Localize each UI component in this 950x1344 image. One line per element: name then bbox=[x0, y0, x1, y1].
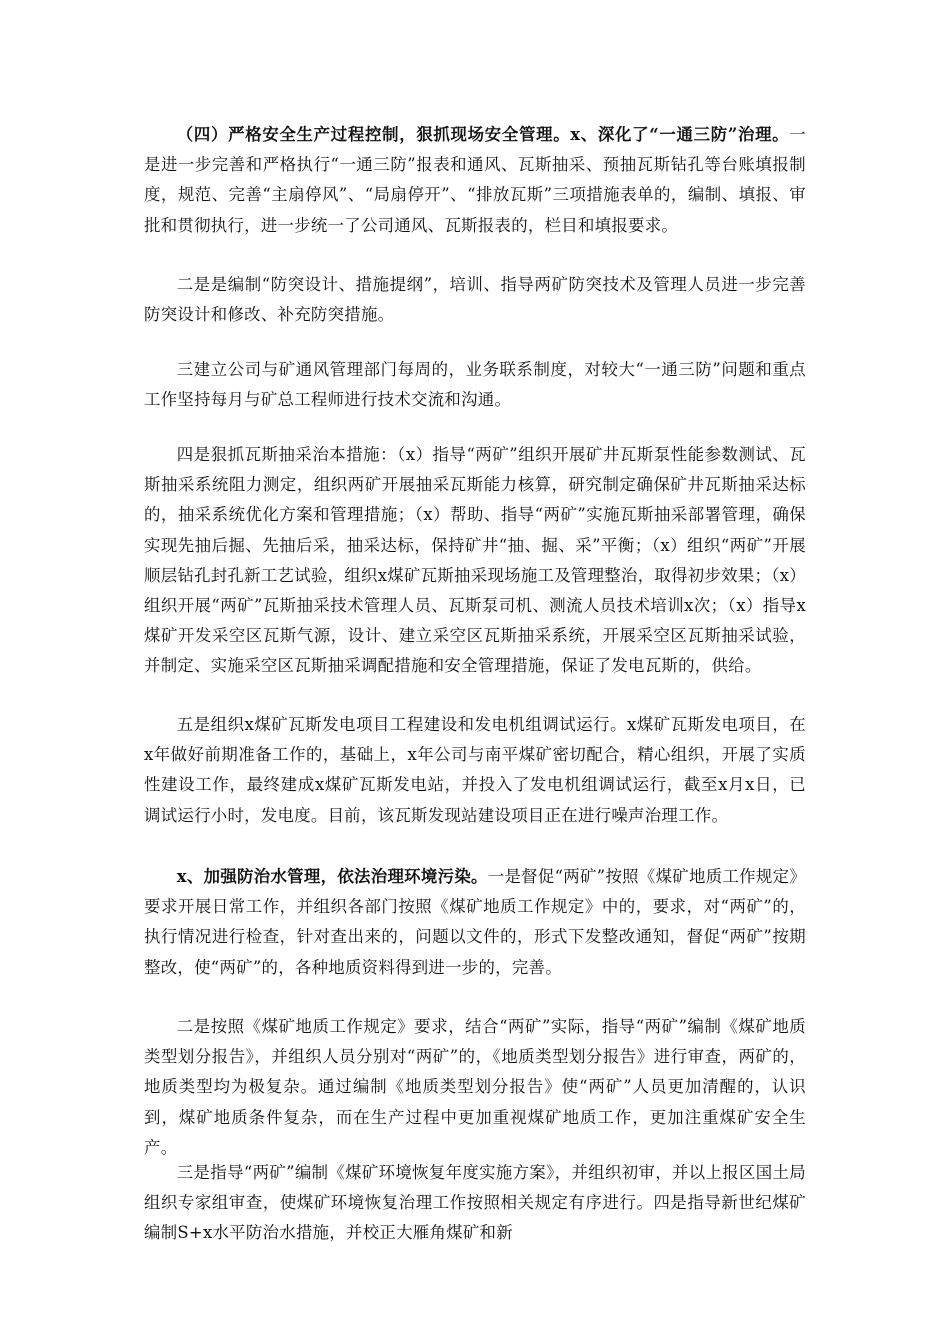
paragraph-gas-power bbox=[144, 710, 806, 831]
paragraph-text: 一是督促“两矿”按照《煤矿地质工作规定》要求开展日常工作，并组织各部门按照《煤矿地质工作规定》中的，要求，对“两矿”的，执行情况进行检查，针对查出来的，问题以文件的，形式下发整改通知，督促“两矿”按期整改，使“两矿”的，各种地质资料得到进一步的，完善。 bbox=[144, 867, 806, 977]
paragraph-environment-restoration bbox=[144, 1158, 806, 1249]
paragraph-outburst-design bbox=[144, 270, 806, 330]
paragraph-text: 二是是编制“防突设计、措施提纲”，培训、指导两矿防突技术及管理人员进一步完善防突设计和修改、补充防突措施。 bbox=[144, 275, 806, 325]
paragraph-water-control bbox=[144, 862, 806, 983]
paragraph-gas-control bbox=[144, 120, 806, 241]
paragraph-text: 三是指导“两矿”编制《煤矿环境恢复年度实施方案》，并组织初审，并以上报区国土局组织专家组审查，使煤矿环境恢复治理工作按照相关规定有序进行。四是指导新世纪煤矿编制S+x水平防治水措施，并校正大雁角煤矿和新 bbox=[144, 1163, 806, 1243]
paragraph-text: 五是组织x煤矿瓦斯发电项目工程建设和发电机组调试运行。x煤矿瓦斯发电项目，在x年做好前期准备工作的，基础上，x年公司与南平煤矿密切配合，精心组织，开展了实质性建设工作，最终建成x煤矿瓦斯发电站，并投入了发电机组调试运行，截至x月x日，已调试运行小时，发电度。目前，该瓦斯发现站建设项目正在进行噪声治理工作。 bbox=[144, 715, 806, 825]
paragraph-text: 三建立公司与矿通风管理部门每周的，业务联系制度，对较大“一通三防”问题和重点工作坚持每月与矿总工程师进行技术交流和沟通。 bbox=[144, 360, 806, 410]
paragraph-geology-classification bbox=[144, 1012, 806, 1163]
paragraph-text: 二是按照《煤矿地质工作规定》要求，结合“两矿”实际，指导“两矿”编制《煤矿地质类型划分报告》，并组织人员分别对“两矿”的，《地质类型划分报告》进行审查，两矿的，地质类型均为极复杂。通过编制《地质类型划分报告》使“两矿”人员更加清醒的，认识到，煤矿地质条件复杂，而在生产过程中更加重视煤矿地质工作，更加注重煤矿安全生产。 bbox=[144, 1017, 806, 1157]
paragraph-liaison-system bbox=[144, 355, 806, 415]
paragraph-text: 一是进一步完善和严格执行“一通三防”报表和通风、瓦斯抽采、预抽瓦斯钻孔等台账填报制度，规范、完善“主扇停风”、“局扇停开”、“排放瓦斯”三项措施表单的，编制、填报、审批和贯彻执行，进一步统一了公司通风、瓦斯报表的，栏目和填报要求。 bbox=[144, 125, 806, 235]
section-heading-safety-control: （四）严格安全生产过程控制，狠抓现场安全管理。x、深化了“一通三防”治理。 bbox=[176, 125, 790, 144]
section-heading-water-control: x、加强防治水管理，依法治理环境污染。 bbox=[176, 867, 488, 886]
paragraph-gas-drainage bbox=[144, 440, 806, 682]
paragraph-text: 四是狠抓瓦斯抽采治本措施：（x）指导“两矿”组织开展矿井瓦斯泵性能参数测试、瓦斯抽采系统阻力测定，组织两矿开展抽采瓦斯能力核算，研究制定确保矿井瓦斯抽采达标的，抽采系统优化方案和管理措施；（x）帮助、指导“两矿”实施瓦斯抽采部署管理，确保实现先抽后掘、先抽后采，抽采达标，保持矿井“抽、掘、采”平衡；（x）组织“两矿”开展顺层钻孔封孔新工艺试验，组织x煤矿瓦斯抽采现场施工及管理整治，取得初步效果；（x）组织开展“两矿”瓦斯抽采技术管理人员、瓦斯泵司机、测流人员技术培训x次；（x）指导x煤矿开发采空区瓦斯气源，设计、建立采空区瓦斯抽采系统，开展采空区瓦斯抽采试验，并制定、实施采空区瓦斯抽采调配措施和安全管理措施，保证了发电瓦斯的，供给。 bbox=[144, 445, 806, 676]
